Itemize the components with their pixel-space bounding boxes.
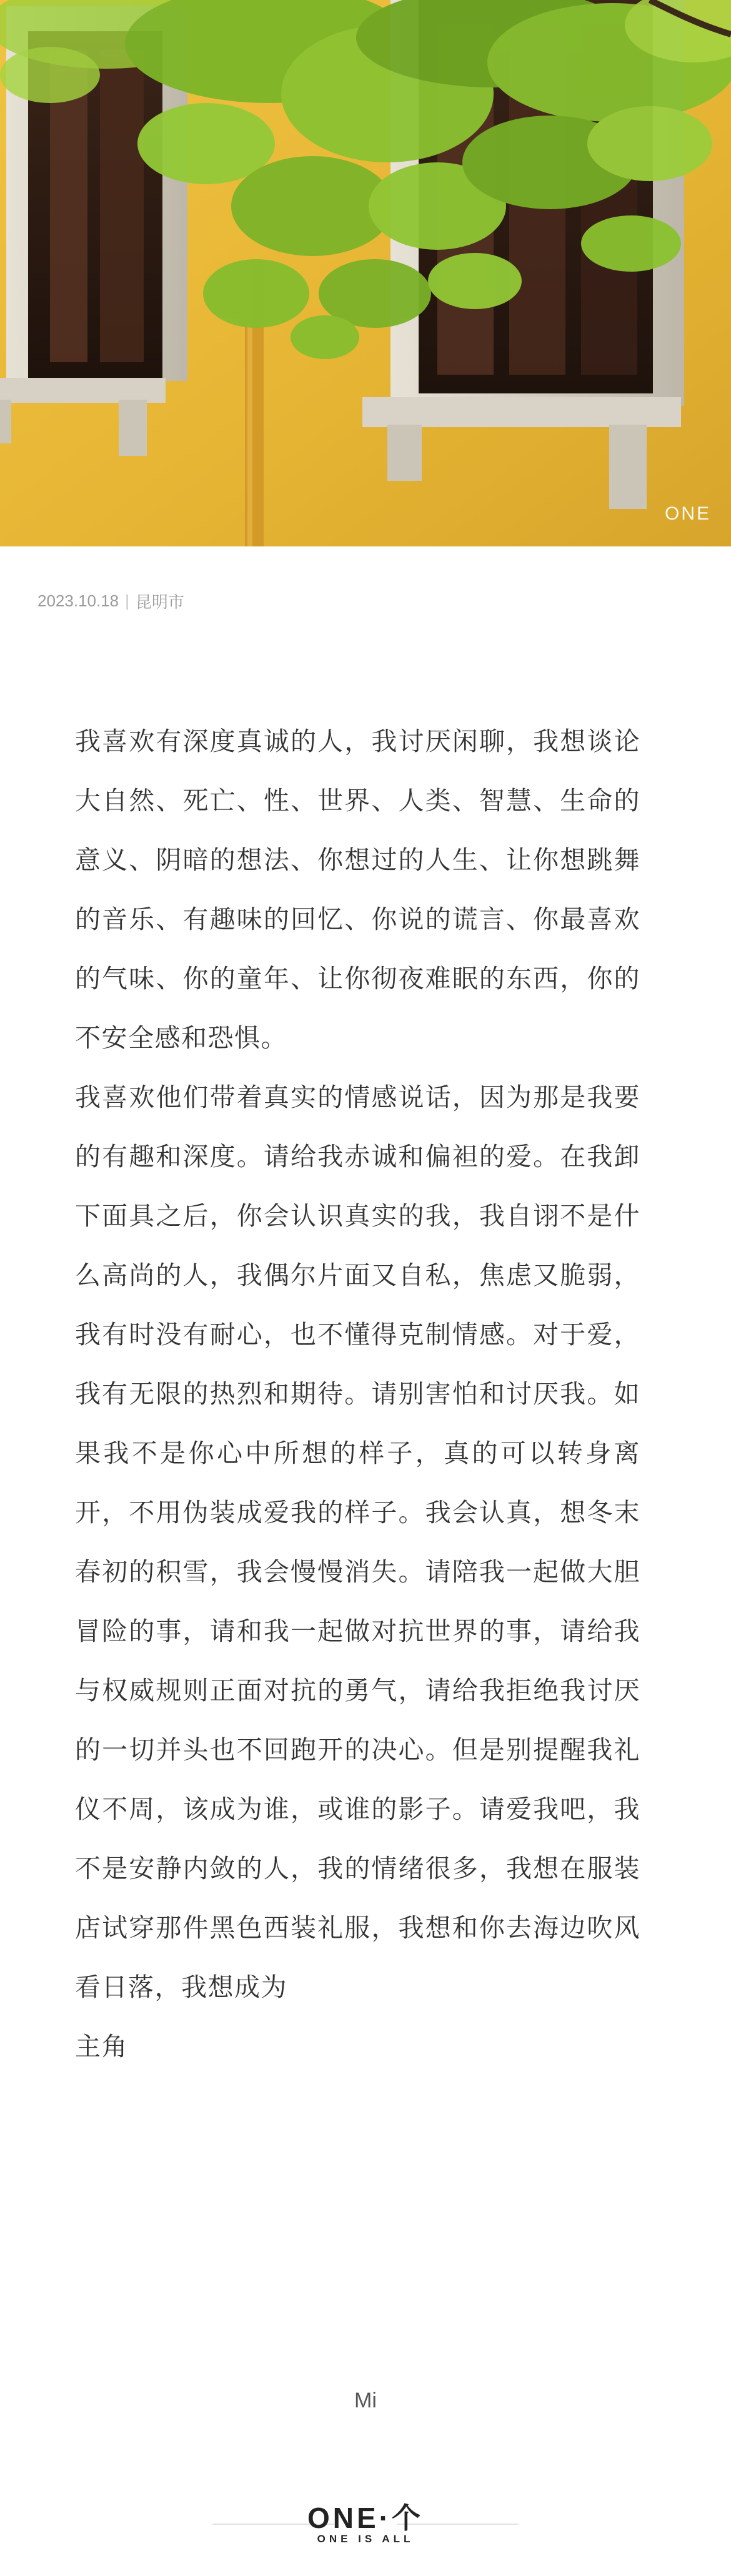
hero-illustration bbox=[0, 0, 731, 546]
meta-separator: | bbox=[125, 591, 129, 610]
footer-logo bbox=[0, 2492, 731, 2548]
logo-tagline: ONE IS ALL bbox=[317, 2533, 414, 2545]
post-location: 昆明市 bbox=[135, 593, 184, 611]
logo-wordmark: ONE·个 bbox=[307, 2502, 424, 2534]
hero-image bbox=[0, 0, 731, 546]
article-paragraph: 我喜欢他们带着真实的情感说话，因为那是我要的有趣和深度。请给我赤诚和偏袒的爱。在我卸下面具之后，你会认识真实的我，我自诩不是什么高尚的人，我偶尔片面又自私，焦虑又脆弱，我有时没有耐心，也不懂得克制情感。对于爱，我有无限的热烈和期待。请别害怕和讨厌我。如果我不是你心中所想的样子，真的可以转身离开，不用伪装成爱我的样子。我会认真，想冬末春初的积雪，我会慢慢消失。请陪我一起做大胆冒险的事，请和我一起做对抗世界的事，请给我与权威规则正面对抗的勇气，请给我拒绝我讨厌的一切并头也不回跑开的决心。但是别提醒我礼仪不周，该成为谁，或谁的影子。请爱我吧，我不是安静内敛的人，我的情绪很多，我想在服装店试穿那件黑色西装礼服，我想和你去海边吹风看日落，我想成为 bbox=[75, 1082, 640, 2002]
article-paragraph: 我喜欢有深度真诚的人，我讨厌闲聊，我想谈论大自然、死亡、性、世界、人类、智慧、生命的意义、阴暗的想法、你想过的人生、让你想跳舞的音乐、有趣味的回忆、你说的谎言、你最喜欢的气味、你的童年、让你彻夜难眠的东西，你的不安全感和恐惧。 bbox=[75, 726, 640, 1053]
author-name: Mi bbox=[354, 2389, 377, 2412]
post-meta bbox=[37, 590, 184, 613]
hero-watermark: ONE bbox=[664, 503, 711, 524]
post-date: 2023.10.18 bbox=[37, 591, 119, 610]
article-body bbox=[75, 712, 640, 2076]
article-paragraph: 主角 bbox=[75, 2031, 128, 2061]
